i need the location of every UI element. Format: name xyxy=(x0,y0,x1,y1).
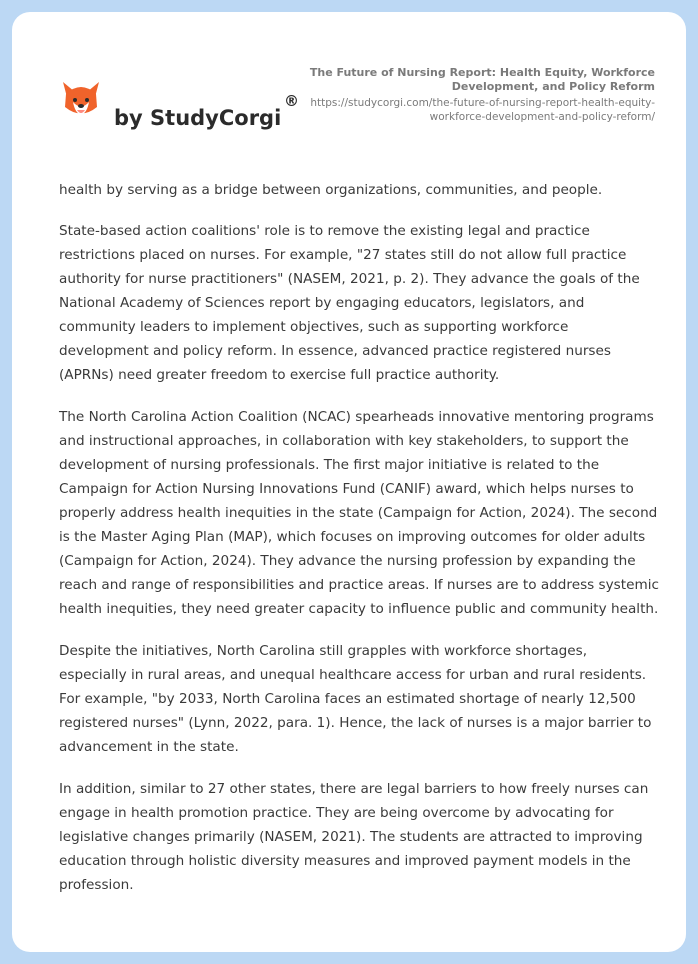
paragraph-1: health by serving as a bridge between organizations, communities, and people. xyxy=(59,182,603,198)
paragraph-2: State-based action coalitions' role is to remove the existing legal and practice restrictions placed on nurses. For example, "27 states still do not allow full practice authority for nurse practitioners" (NASEM, 2021, p. 2). They advance the goals of the National Academy of Sciences report by engaging educators, legislators, and community leaders to implement objectives, such as supporting workforce development and policy reform. In essence, advanced practice registered nurses (APRNs) need greater freedom to exercise full practice authority. xyxy=(59,223,640,383)
document-url[interactable]: https://studycorgi.com/the-future-of-nursing-report-health-equity-workforce-development-and-policy-reform/ xyxy=(310,97,655,123)
document-title: The Future of Nursing Report: Health Equity, Workforce Development, and Policy Reform xyxy=(309,66,655,93)
document-body xyxy=(59,178,659,915)
studycorgi-logo[interactable] xyxy=(60,76,310,140)
brand-name: by StudyCorgi xyxy=(114,106,282,130)
paragraph-3: The North Carolina Action Coalition (NCAC) spearheads innovative mentoring programs and instructional approaches, in collaboration with key stakeholders, to support the development of nursing professionals. The first major initiative is related to the Campaign for Action Nursing Innovations Fund (CANIF) award, which helps nurses to properly address health inequities in the state (Campaign for Action, 2024). The second is the Master Aging Plan (MAP), which focuses on improving outcomes for older adults (Campaign for Action, 2024). They advance the nursing profession by expanding the reach and range of responsibilities and practice areas. If nurses are to address systemic health inequities, they need greater capacity to influence public and community health. xyxy=(59,409,659,617)
document-header xyxy=(295,66,655,124)
corgi-logo-icon xyxy=(60,76,102,122)
registered-mark: ® xyxy=(284,92,299,110)
document-page xyxy=(12,12,686,952)
paragraph-5: In addition, similar to 27 other states, there are legal barriers to how freely nurses can engage in health promotion practice. They are being overcome by advocating for legislative changes primarily (NASEM, 2021). The students are attracted to improving education through holistic diversity measures and improved payment models in the profession. xyxy=(59,781,649,893)
paragraph-4: Despite the initiatives, North Carolina still grapples with workforce shortages, especially in rural areas, and unequal healthcare access for urban and rural residents. For example, "by 2033, North Carolina faces an estimated shortage of nearly 12,500 registered nurses" (Lynn, 2022, para. 1). Hence, the lack of nurses is a major barrier to advancement in the state. xyxy=(59,643,652,755)
